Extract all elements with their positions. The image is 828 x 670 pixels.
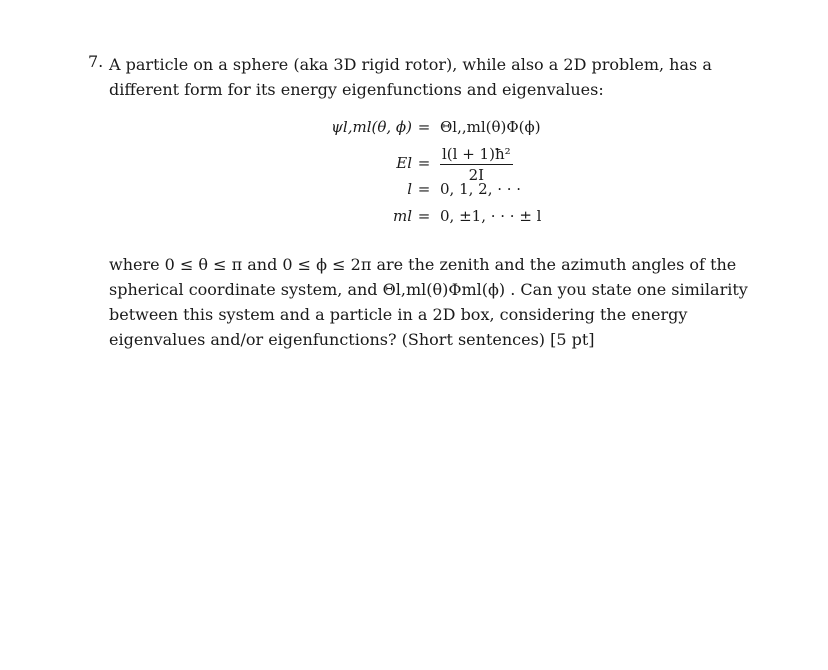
equals-sign: = [417,180,431,198]
equation-block [300,118,600,238]
question-text: where 0 ≤ θ ≤ π and 0 ≤ ϕ ≤ 2π are the zenith and the azimuth angles of the spherical coordinate system, and Θl,ml(θ)Φml(ϕ) . Can you state one similarity between this system and a particle in a 2D box, considering the energy eigenvalues and/or eigenfunctions? (Short sentences) [5 pt] [109,255,748,349]
problem-number: 7. [88,52,104,71]
fraction-denominator: 2I [468,166,485,184]
fraction-numerator: l(l + 1)ħ² [442,145,511,163]
equals-sign: = [417,154,431,172]
equation-rhs: 0, 1, 2, · · · [440,180,522,198]
equation-rhs: Θl,,ml(θ)Φ(ϕ) [440,118,541,136]
equation-wavefunction [300,118,600,142]
equals-sign: = [417,118,431,136]
equation-ml-values [300,207,600,231]
equation-lhs: ml [392,207,412,225]
equation-rhs: 0, ±1, · · · ± l [440,207,542,225]
equation-lhs: El [396,154,412,172]
problem-intro: A particle on a sphere (aka 3D rigid rotor), while also a 2D problem, has a different form for its energy eigenfunctions and eigenvalues: [109,55,712,99]
equals-sign: = [417,207,431,225]
equation-energy [300,145,600,184]
equation-lhs: ψl,ml(θ, ϕ) [331,118,412,136]
energy-fraction [440,145,513,184]
equation-l-values [300,180,600,204]
equation-lhs: l [407,180,412,198]
